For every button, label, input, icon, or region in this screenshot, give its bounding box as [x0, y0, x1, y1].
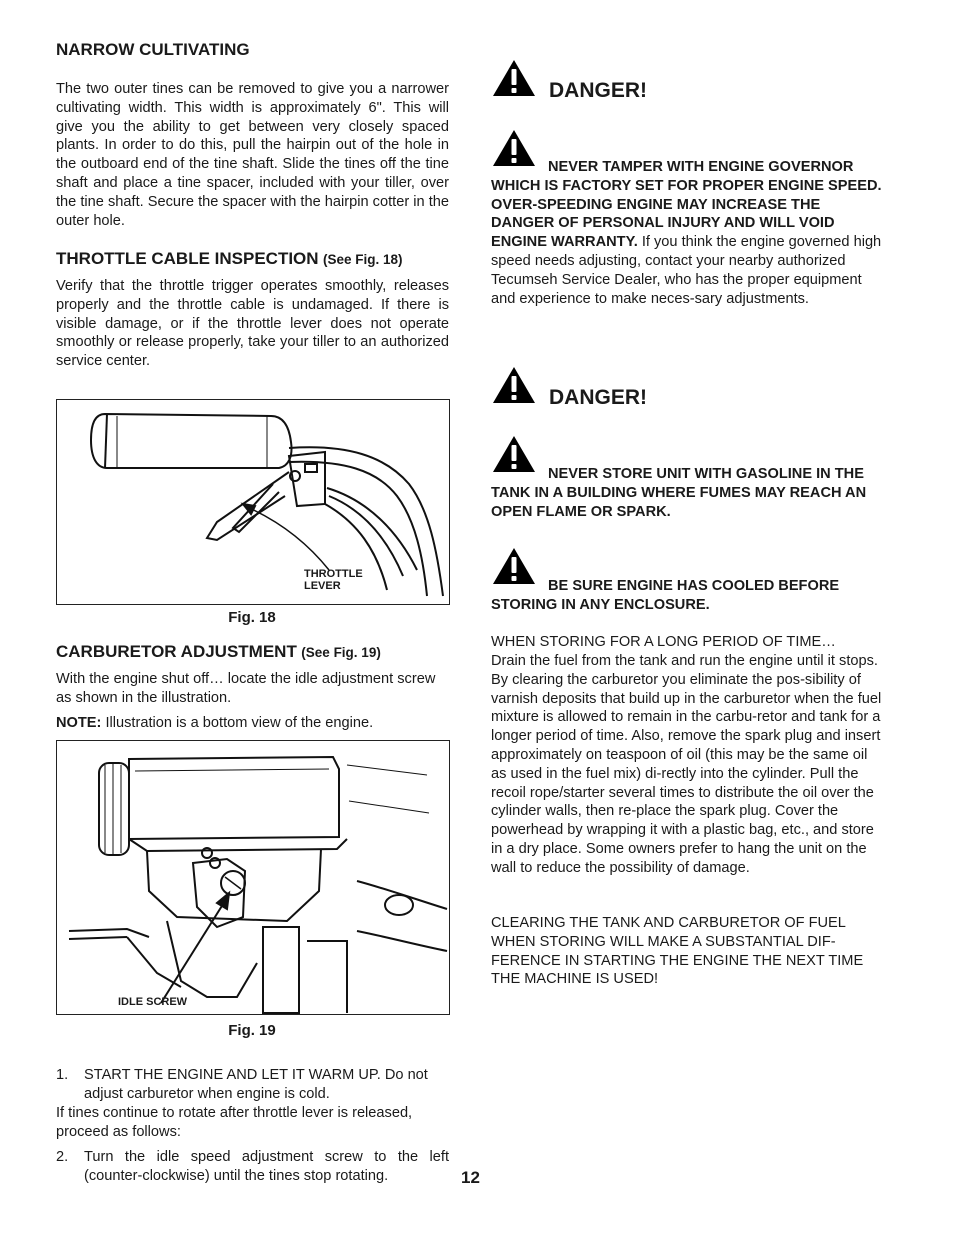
step-2: [56, 1148, 449, 1186]
throttle-inspection-body: Verify that the throttle trigger operates smoothly, releases properly and the throttle cable is undamaged. If there is visible damage, or if the throttle lever does not operate smoothly or release properly, take your tiller to an authorized service center.: [56, 278, 449, 370]
warning-triangle-icon: [491, 365, 537, 405]
storage-closing-note: CLEARING THE TANK AND CARBURETOR OF FUEL WHEN STORING WILL MAKE A SUBSTANTIAL DIF-FERENCE IN STARTING THE ENGINE THE NEXT TIME THE MACHINE IS USED!: [491, 915, 864, 988]
warning-triangle-icon: [491, 58, 537, 98]
step-2-text: Turn the idle speed adjustment screw to the left (counter-clockwise) until the tines stop rotating.: [84, 1149, 449, 1184]
carburetor-adjustment-heading: [56, 642, 449, 662]
danger-1-title: DANGER!: [549, 79, 647, 102]
carburetor-heading-text: CARBURETOR ADJUSTMENT: [56, 642, 297, 661]
warning-1-bold: NEVER TAMPER WITH ENGINE GOVERNOR WHICH IS FACTORY SET FOR PROPER ENGINE SPEED. OVER-SPEEDING ENGINE MAY INCREASE THE DANGER OF PERSONAL INJURY AND WILL VOID ENGINE WARRANTY.: [491, 159, 882, 251]
warning-2-text: NEVER STORE UNIT WITH GASOLINE IN THE TANK IN A BUILDING WHERE FUMES MAY REACH AN OPEN FLAME OR SPARK.: [491, 466, 867, 520]
step-1-number: 1.: [56, 1067, 69, 1083]
step-intermediate-text: If tines continue to rotate after throttle lever is released, proceed as follows:: [56, 1105, 413, 1140]
warning-1-text: [491, 158, 883, 308]
narrow-cultivating-body: The two outer tines can be removed to give you a narrower cultivating width. This width is approximately 6". This will give you the ability to get between very closely spaced plants. In order to do this, pull the hairpin out of the hole in the outboard end of the tine shaft. Slide the tines off the tine shaft and place a tine spacer, included with your tiller, over the tine shaft. Secure the spacer with the hairpin cotter in the outer hole.: [56, 81, 449, 229]
narrow-cultivating-heading: NARROW CULTIVATING: [56, 40, 250, 59]
storage-intro: WHEN STORING FOR A LONG PERIOD OF TIME…: [491, 634, 836, 650]
step-1-text: START THE ENGINE AND LET IT WARM UP. Do not adjust carburetor when engine is cold.: [84, 1067, 428, 1102]
step-1: [56, 1066, 449, 1104]
warning-3-text: BE SURE ENGINE HAS COOLED BEFORE STORING IN ANY ENCLOSURE.: [491, 578, 840, 613]
figure-18-caption: Fig. 18: [228, 609, 276, 626]
figure-18: [56, 399, 450, 605]
idle-screw-label: IDLE SCREW: [118, 996, 188, 1008]
throttle-heading-text: THROTTLE CABLE INSPECTION: [56, 249, 319, 268]
figure-19: [56, 740, 450, 1015]
figure-19-caption: Fig. 19: [228, 1022, 276, 1039]
warning-1-body: If you think the engine governed high speed needs adjusting, contact your nearby authorized Tecumseh Service Dealer, who has the proper equipment and experience to make neces-sary adjustments.: [491, 234, 882, 307]
throttle-lever-label: THROTTLE LEVER: [304, 568, 363, 592]
carburetor-bottom-view-illustration: [57, 741, 449, 1014]
carburetor-adjustment-body: With the engine shut off… locate the idle adjustment screw as shown in the illustration.: [56, 671, 436, 706]
danger-2-title: DANGER!: [549, 386, 647, 409]
throttle-inspection-heading: [56, 249, 449, 269]
page-number: 12: [461, 1168, 480, 1187]
throttle-fig-ref: (See Fig. 18): [323, 252, 403, 267]
step-2-number: 2.: [56, 1149, 69, 1165]
note-text: Illustration is a bottom view of the engine.: [105, 715, 374, 731]
storage-body: Drain the fuel from the tank and run the engine until it stops. By clearing the carburetor you eliminate the pos-sibility of varnish deposits that build up in the carburetor when the fuel mixture is allowed to remain in the carbu-retor and tank for a longer period of time. Also, remove the spark plug and insert approximately on teaspoon of oil (this may be the same oil as used in the fuel mix) di-rectly into the cylinder. Pull the recoil rope/starter several times to distribute the oil over the cylinder walls, then re-place the spark plug. Cover the powerhead by wrapping it with a plastic bag, etc., and store in a dry place. Some owners prefer to hang the unit on the wall to reduce the possibility of damage.: [491, 653, 882, 876]
carburetor-note: [56, 714, 449, 733]
note-label: NOTE:: [56, 715, 102, 731]
throttle-lever-illustration: [57, 400, 449, 604]
carburetor-fig-ref: (See Fig. 19): [301, 645, 381, 660]
